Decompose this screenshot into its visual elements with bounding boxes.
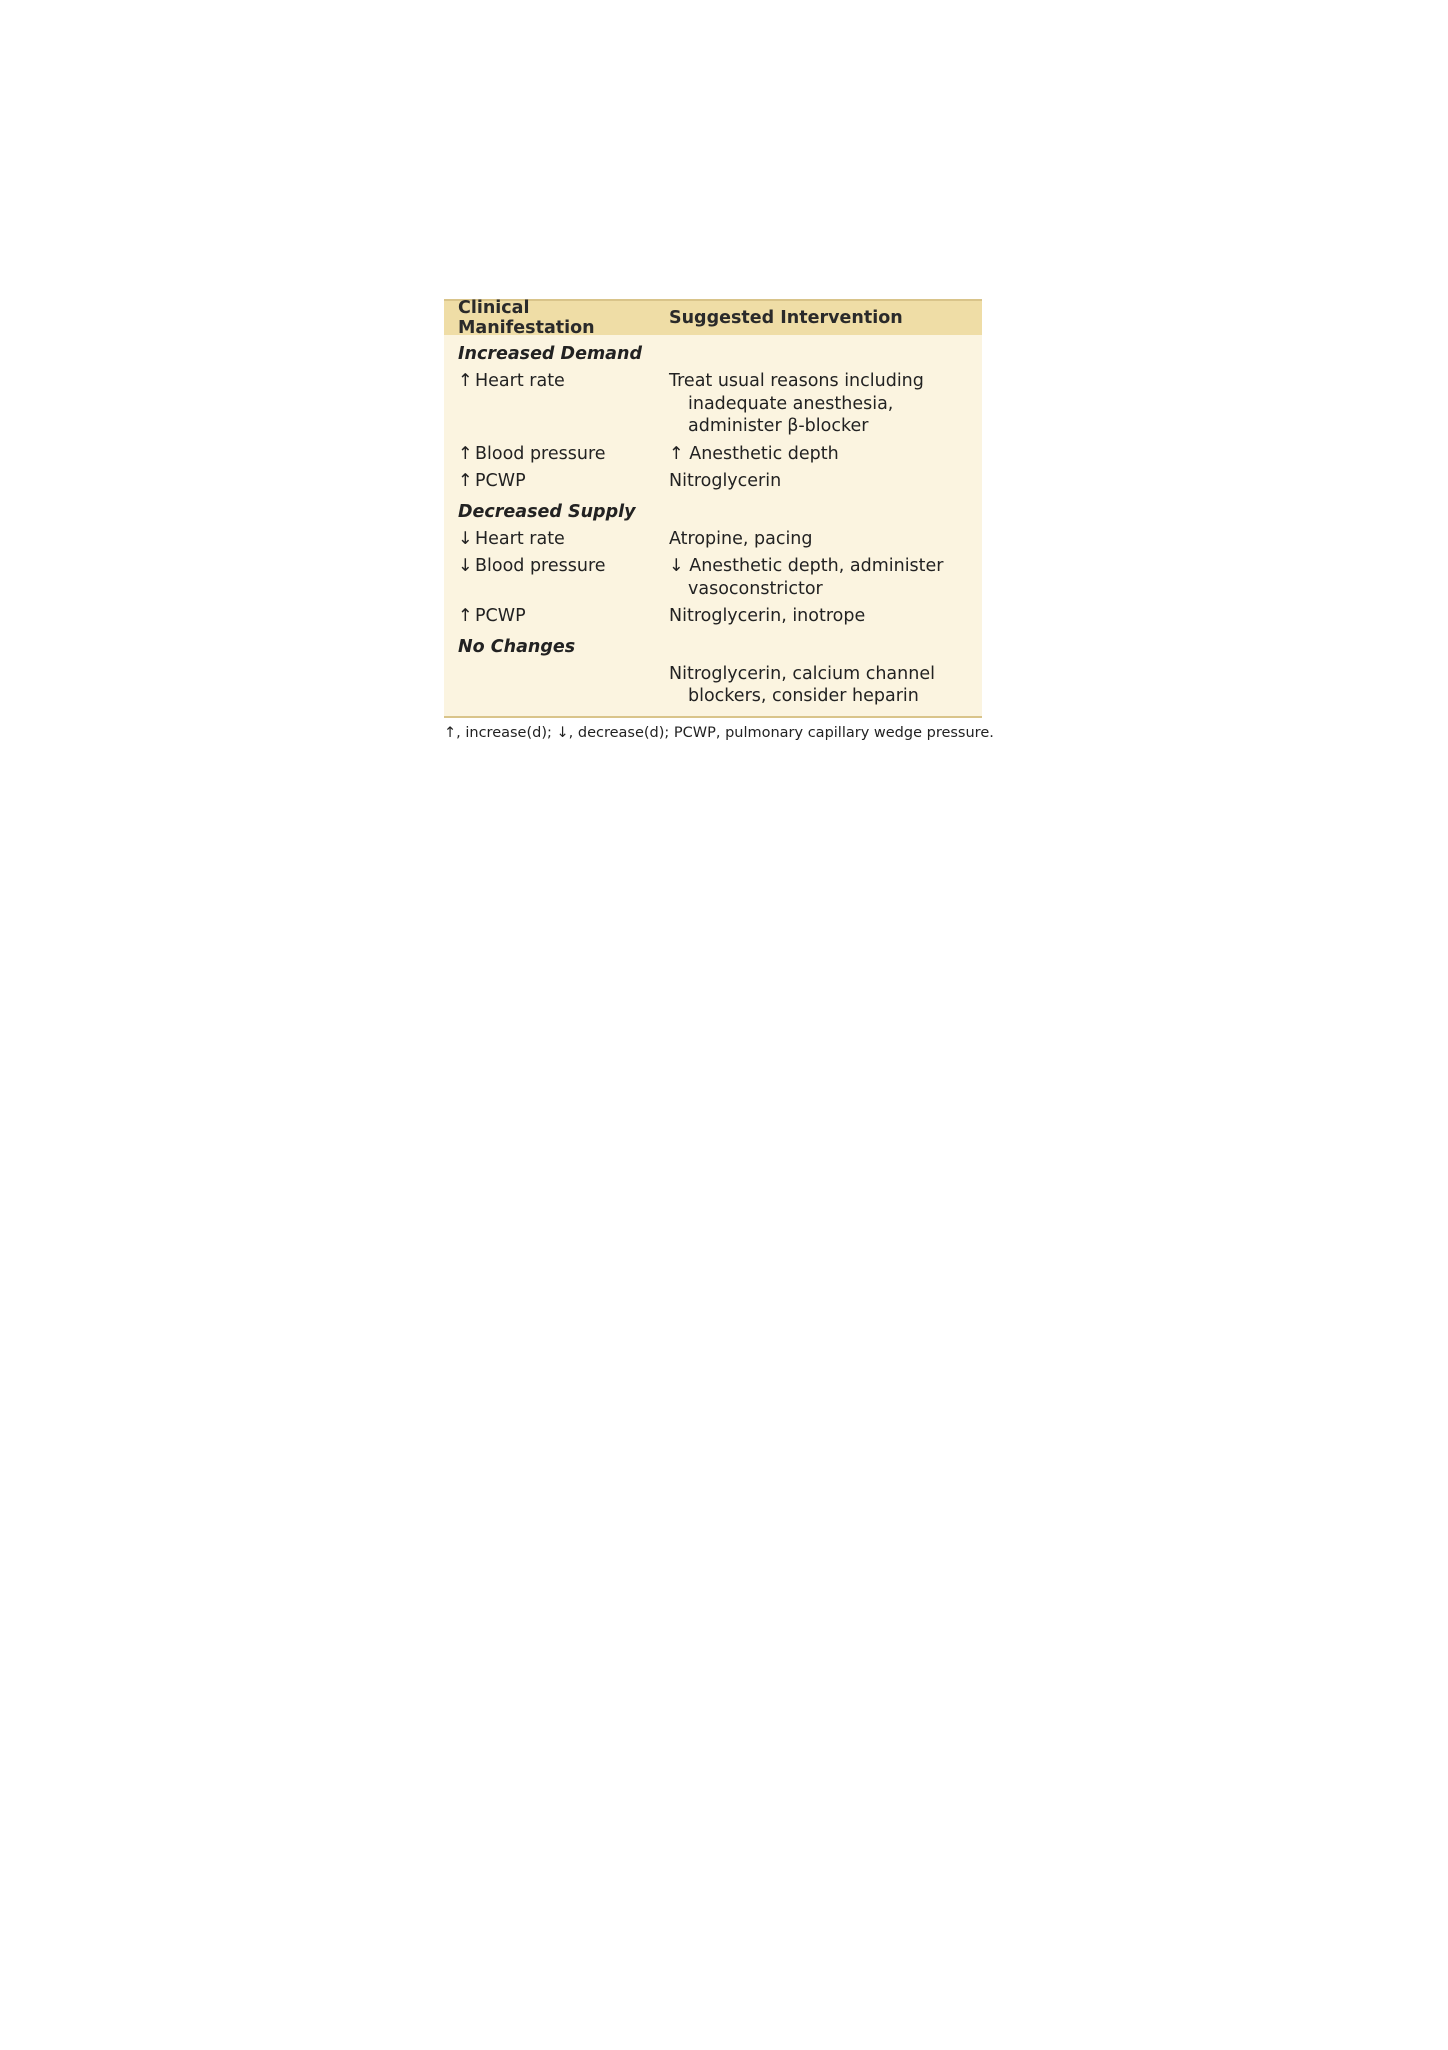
clinical-table <box>444 299 982 718</box>
intervention-text: Nitroglycerin, inotrope <box>669 606 866 626</box>
header-clinical-manifestation: Clinical Manifestation <box>458 298 595 338</box>
intervention-cell <box>669 555 982 600</box>
manifestation-text: Blood pressure <box>475 443 606 464</box>
table-row <box>444 443 982 466</box>
table-row <box>444 663 982 708</box>
intervention-text: Nitroglycerin <box>669 471 782 491</box>
table-row <box>444 370 982 438</box>
intervention-text: Treat usual reasons including <box>669 371 924 391</box>
up-arrow-icon: ↑ <box>458 471 473 491</box>
intervention-cell <box>669 528 982 551</box>
intervention-text-continued: blockers, consider heparin <box>688 686 919 706</box>
intervention-text: Nitroglycerin, calcium channel <box>669 663 935 684</box>
up-arrow-icon: ↑ <box>458 443 473 464</box>
up-arrow-icon: ↑ <box>458 371 473 391</box>
table-row <box>444 605 982 628</box>
manifestation-text: Heart rate <box>475 371 565 391</box>
manifestation-cell <box>444 555 669 600</box>
section-label: No Changes <box>458 636 576 657</box>
intervention-text: Atropine, pacing <box>669 528 813 549</box>
manifestation-cell <box>444 443 669 466</box>
intervention-text-continued: vasoconstrictor <box>688 578 823 599</box>
table-row <box>444 528 982 551</box>
up-arrow-icon <box>458 663 475 708</box>
intervention-cell <box>669 370 982 438</box>
manifestation-text: Blood pressure <box>475 556 606 576</box>
manifestation-text: Heart rate <box>475 528 565 549</box>
table-header-row <box>444 298 982 338</box>
up-arrow-icon: ↑ <box>458 606 473 626</box>
intervention-cell <box>669 443 982 466</box>
table-footnote: ↑, increase(d); ↓, decrease(d); PCWP, pulmonary capillary wedge pressure. <box>444 724 994 741</box>
intervention-text: ↑ Anesthetic depth <box>669 443 839 464</box>
intervention-cell <box>669 605 982 628</box>
header-suggested-intervention: Suggested Intervention <box>669 308 903 328</box>
intervention-cell <box>669 663 982 708</box>
intervention-text-continued: administer β-blocker <box>688 416 869 436</box>
table-body <box>444 343 982 708</box>
manifestation-text: PCWP <box>475 471 526 491</box>
manifestation-cell <box>444 470 669 493</box>
section-label: Decreased Supply <box>458 501 636 522</box>
down-arrow-icon: ↓ <box>458 556 473 576</box>
intervention-text-continued: inadequate anesthesia, <box>688 393 894 414</box>
table-row <box>444 555 982 600</box>
clinical-table-figure <box>444 298 994 741</box>
manifestation-cell <box>444 370 669 438</box>
table-row <box>444 470 982 493</box>
section-label: Increased Demand <box>458 344 642 364</box>
manifestation-cell <box>444 663 669 708</box>
manifestation-cell <box>444 528 669 551</box>
manifestation-cell <box>444 605 669 628</box>
intervention-text: ↓ Anesthetic depth, administer <box>669 556 944 576</box>
intervention-cell <box>669 470 982 493</box>
down-arrow-icon: ↓ <box>458 528 473 549</box>
manifestation-text: PCWP <box>475 606 526 626</box>
